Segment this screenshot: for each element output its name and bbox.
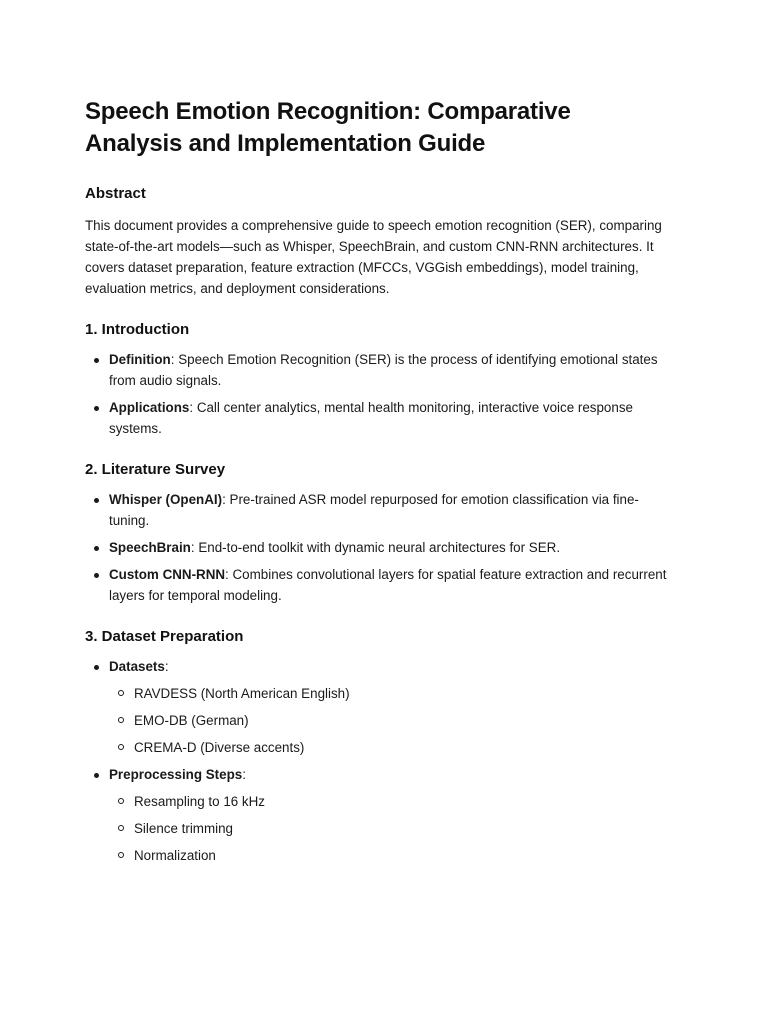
list-item-separator: :: [242, 767, 246, 782]
list-item-separator: :: [189, 400, 197, 415]
list-item-term: Whisper (OpenAI): [109, 492, 223, 507]
list-item-separator: :: [190, 540, 199, 555]
list-item-text: Pre-trained ASR model repurposed for emotion classification via fine-tuning.: [109, 492, 639, 528]
list-item-term: Preprocessing Steps: [109, 767, 243, 782]
list-item: [85, 489, 679, 531]
sublist-item: RAVDESS (North American English): [109, 683, 679, 704]
sublist-item: CREMA-D (Diverse accents): [109, 737, 679, 758]
list-item-term: Definition: [109, 352, 171, 367]
list-item-term: Custom CNN-RNN: [109, 567, 226, 582]
list-item-separator: :: [225, 567, 233, 582]
list-item-text: Combines convolutional layers for spatial feature extraction and recurrent layers for temporal modeling.: [109, 567, 667, 603]
list-item-separator: :: [222, 492, 230, 507]
sublist-item: Resampling to 16 kHz: [109, 791, 679, 812]
abstract-body: This document provides a comprehensive guide to speech emotion recognition (SER), comparing state-of-the-art models—such as Whisper, SpeechBrain, and custom CNN-RNN architectures. It covers dataset preparation, feature extraction (MFCCs, VGGish embeddings), model training, evaluation metrics, and deployment considerations.: [85, 218, 662, 296]
abstract-heading: Abstract: [85, 185, 146, 202]
list-item: [85, 349, 679, 391]
list-item-text: Call center analytics, mental health monitoring, interactive voice response systems.: [109, 400, 633, 436]
section-heading-literature: 2. Literature Survey: [85, 461, 226, 478]
document-title: Speech Emotion Recognition: Comparative Analysis and Implementation Guide: [85, 98, 571, 157]
datasets-sublist: [109, 683, 679, 758]
list-item: [85, 564, 679, 606]
list-item-text: End-to-end toolkit with dynamic neural architectures for SER.: [198, 540, 561, 555]
dataset-list: [85, 656, 688, 866]
list-item-term: Applications: [109, 400, 190, 415]
preprocessing-sublist: [109, 791, 679, 866]
list-item-text: Speech Emotion Recognition (SER) is the process of identifying emotional states from audio signals.: [109, 352, 658, 388]
list-item: [85, 397, 679, 439]
list-item: [85, 656, 679, 758]
section-heading-dataset: 3. Dataset Preparation: [85, 628, 244, 645]
literature-list: [85, 489, 688, 606]
list-item-term: SpeechBrain: [109, 540, 191, 555]
section-heading-introduction: 1. Introduction: [85, 321, 190, 338]
list-item-separator: :: [170, 352, 179, 367]
sublist-item: Normalization: [109, 845, 679, 866]
list-item-term: Datasets: [109, 659, 165, 674]
list-item: [85, 537, 679, 558]
list-item: [85, 764, 679, 866]
introduction-list: [85, 349, 688, 439]
sublist-item: EMO-DB (German): [109, 710, 679, 731]
sublist-item: Silence trimming: [109, 818, 679, 839]
list-item-separator: :: [164, 659, 169, 674]
